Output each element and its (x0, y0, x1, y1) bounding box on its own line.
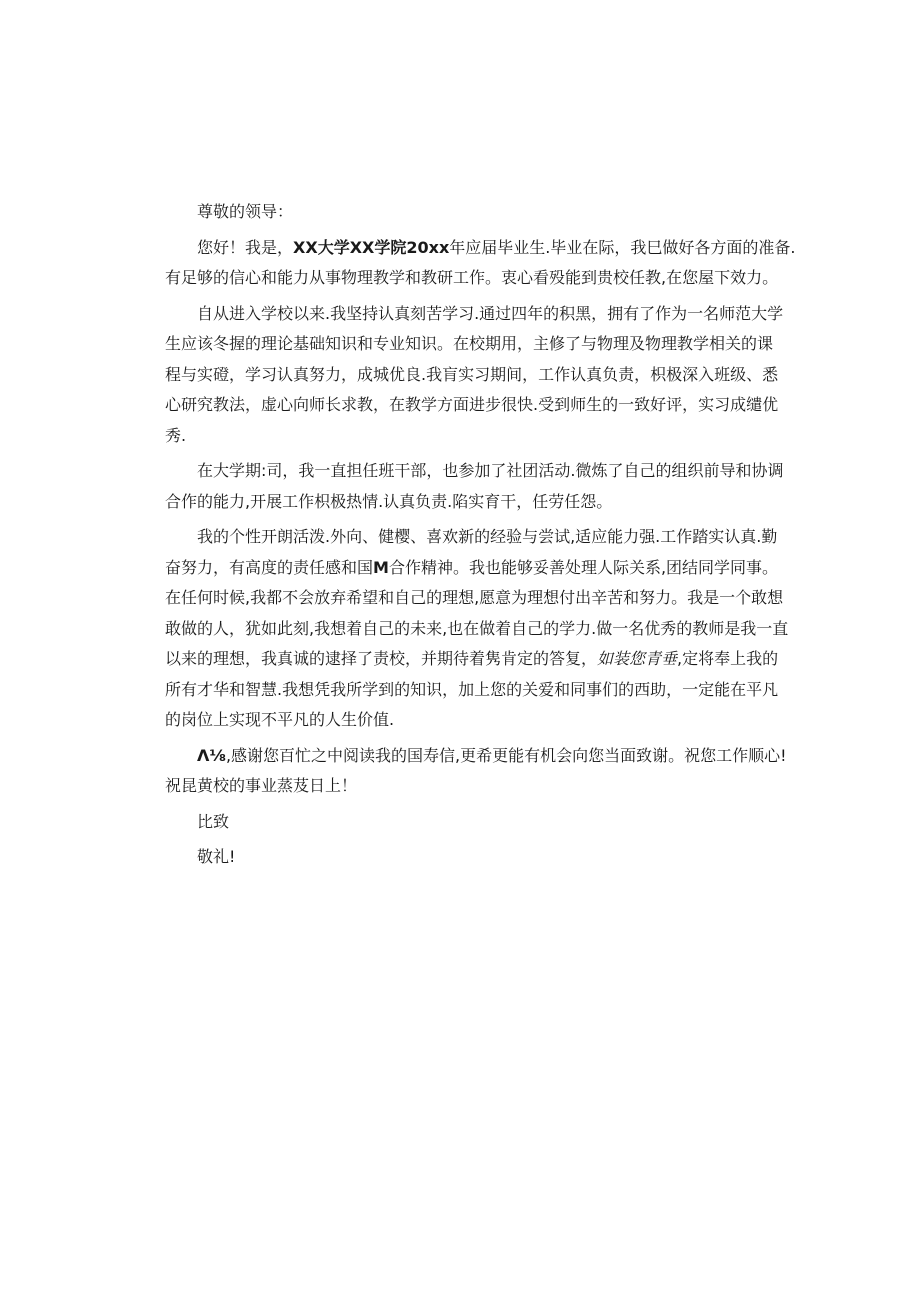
paragraph-study (165, 299, 784, 452)
paragraph-line: Λ⅛,感谢您百忙之中阅读我的国寿信,更希更能有机会向您当面致谢。祝您工作顺心! (197, 745, 787, 765)
paragraph-line: 程与实磴，学习认真努力，成城优良.我肓实习期间，工作认真负责，枳极深入班级、悉 (165, 364, 779, 384)
paragraph-line: 合作的能力,开展工作枳极热情.认真负责.陷实育干，任劳任怨。 (165, 491, 613, 511)
paragraph-line: 敢做的人，犹如此刻,我想着自己的未来,也在做着自己的学力.做一名优秀的教师是我一直 (165, 618, 789, 638)
paragraph-line: 自从进入学校以来.我坚持认真刻苦学习.通过四年的积黑，拥有了作为一名师范大学 (197, 303, 784, 323)
letter-body (165, 197, 796, 873)
paragraph-activities (165, 456, 784, 517)
paragraph-line: 以来的理想，我真诚的逮择了责校，并期待着隽肯定的答复，如装您青垂,定将奉上我的 (165, 649, 779, 668)
paragraph-line: 心研究教法，虚心向师长求教，在教学方面进步很快.受到师生的一致好评，实习成缱优 (165, 395, 779, 414)
paragraph-thanks (165, 741, 787, 802)
paragraph-line: 所有才华和智慧.我想凭我所学到的知识，加上您的关爱和同事们的西助，一定能在平凡 (165, 679, 779, 699)
paragraph-line: 秀. (165, 425, 187, 445)
paragraph-line: 有足够的信心和能力从事物理教学和教研工作。衷心看殁能到贵校任教,在您屋下效力。 (165, 268, 779, 287)
paragraph-line: 您好！我是，XX大学XX学院20xx年应届毕业生.毕业在际，我巳做好各方面的准备. (197, 237, 796, 257)
paragraph-line: 的岗位上实现不平凡的人生价值. (165, 710, 395, 729)
paragraph-intro (165, 233, 796, 294)
closing-salute: 敬礼! (197, 847, 236, 866)
salutation: 尊敬的领导： (197, 202, 294, 221)
closing-phrase: 比致 (197, 811, 230, 831)
paragraph-line: 在任何时候,我都不会放弃希望和自己的理想,愿意为理想付出辛苦和努力。我是一个敢想 (165, 588, 784, 607)
paragraph-line: 祝昆黄校的事业蒸芨日上！ (165, 776, 358, 795)
paragraph-line: 在大学期:司，我一直担任班干部，也参加了社团活动.微炼了自己的组织前导和协调 (197, 461, 784, 480)
paragraph-line: 奋努力，有高度的责任感和国M合作精神。我也能够妥善处理人际关系,团结同学同事。 (165, 557, 779, 577)
paragraph-personality (165, 522, 789, 736)
paragraph-line: 我的个性开朗活泼.外向、健樱、喜欢新的经验与尝试,适应能力强.工作踏实认真.勤 (197, 527, 778, 546)
paragraph-line: 生应该冬握的理论基础知识和专业知识。在校期用，主修了与物理及物理教学相关的课 (165, 334, 774, 353)
